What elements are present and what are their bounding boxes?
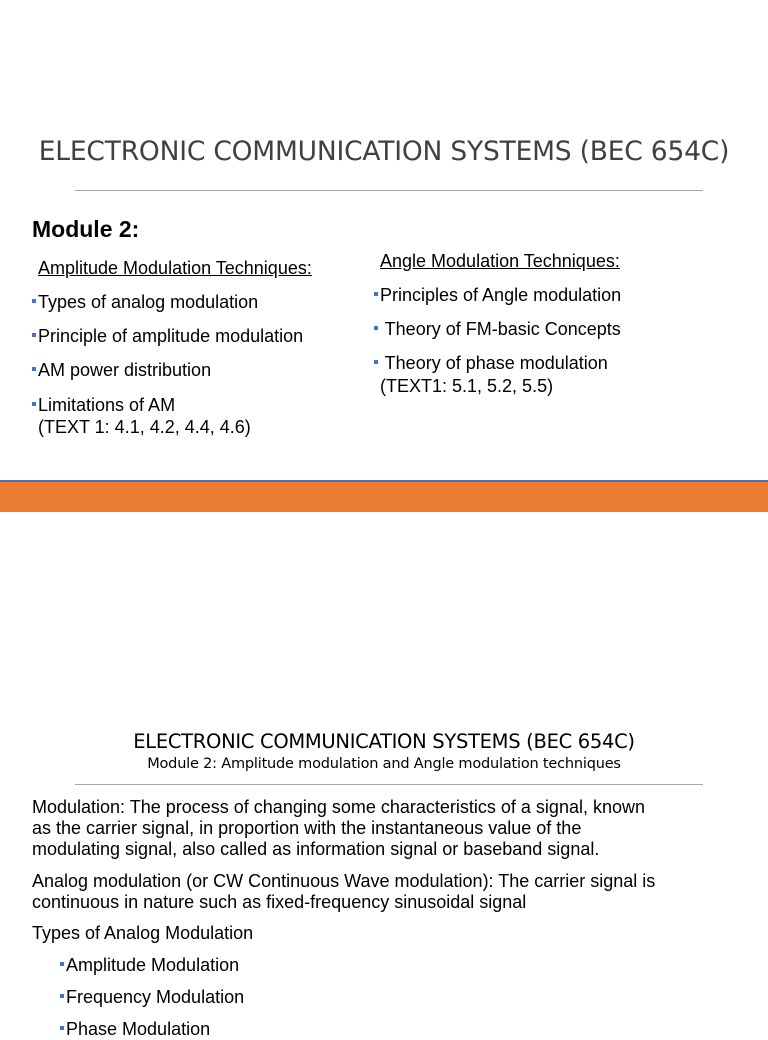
list-item: Limitations of AM (32, 395, 175, 416)
paragraph-line: continuous in nature such as fixed-frequency sinusoidal signal (32, 892, 527, 912)
list-item: Principles of Angle modulation (374, 285, 621, 306)
square-bullet-icon (32, 402, 36, 406)
square-bullet-icon (32, 367, 36, 371)
square-bullet-icon (60, 994, 64, 998)
square-bullet-icon (60, 1026, 64, 1030)
slide-1 (0, 0, 768, 482)
square-bullet-icon (60, 962, 64, 966)
slide-2-title: ELECTRONIC COMMUNICATION SYSTEMS (BEC 654C) (133, 730, 635, 753)
paragraph-line: as the carrier signal, in proportion with the instantaneous value of the (32, 818, 582, 838)
list-item: Phase Modulation (60, 1019, 210, 1040)
slide-2 (0, 512, 768, 1039)
list-item: Theory of FM-basic Concepts (374, 319, 621, 340)
title-divider (75, 784, 703, 785)
amplitude-heading: Amplitude Modulation Techniques: (38, 258, 312, 278)
slide-2-subtitle: Module 2: Amplitude modulation and Angle modulation techniques (147, 756, 621, 772)
square-bullet-icon (32, 299, 36, 303)
types-heading: Types of Analog Modulation (32, 923, 254, 943)
square-bullet-icon (374, 326, 378, 330)
list-item: Principle of amplitude modulation (32, 326, 303, 347)
list-item: AM power distribution (32, 360, 211, 381)
title-divider (75, 190, 703, 191)
paragraph-line: Modulation: The process of changing some characteristics of a signal, known (32, 797, 645, 817)
square-bullet-icon (374, 292, 378, 296)
module-heading: Module 2: (32, 216, 140, 242)
slide-1-title: ELECTRONIC COMMUNICATION SYSTEMS (BEC 654C) (38, 136, 730, 167)
list-item: Types of analog modulation (32, 292, 258, 313)
amplitude-reference: (TEXT 1: 4.1, 4.2, 4.4, 4.6) (38, 417, 251, 437)
paragraph-line: modulating signal, also called as information signal or baseband signal. (32, 839, 600, 859)
angle-heading: Angle Modulation Techniques: (380, 251, 620, 271)
paragraph-line: Analog modulation (or CW Continuous Wave modulation): The carrier signal is (32, 871, 656, 891)
square-bullet-icon (374, 360, 378, 364)
square-bullet-icon (32, 333, 36, 337)
list-item: Amplitude Modulation (60, 955, 239, 976)
list-item: Frequency Modulation (60, 987, 244, 1008)
slide-separator-band (0, 482, 768, 512)
angle-reference: (TEXT1: 5.1, 5.2, 5.5) (380, 376, 554, 396)
list-item: Theory of phase modulation (374, 353, 608, 374)
